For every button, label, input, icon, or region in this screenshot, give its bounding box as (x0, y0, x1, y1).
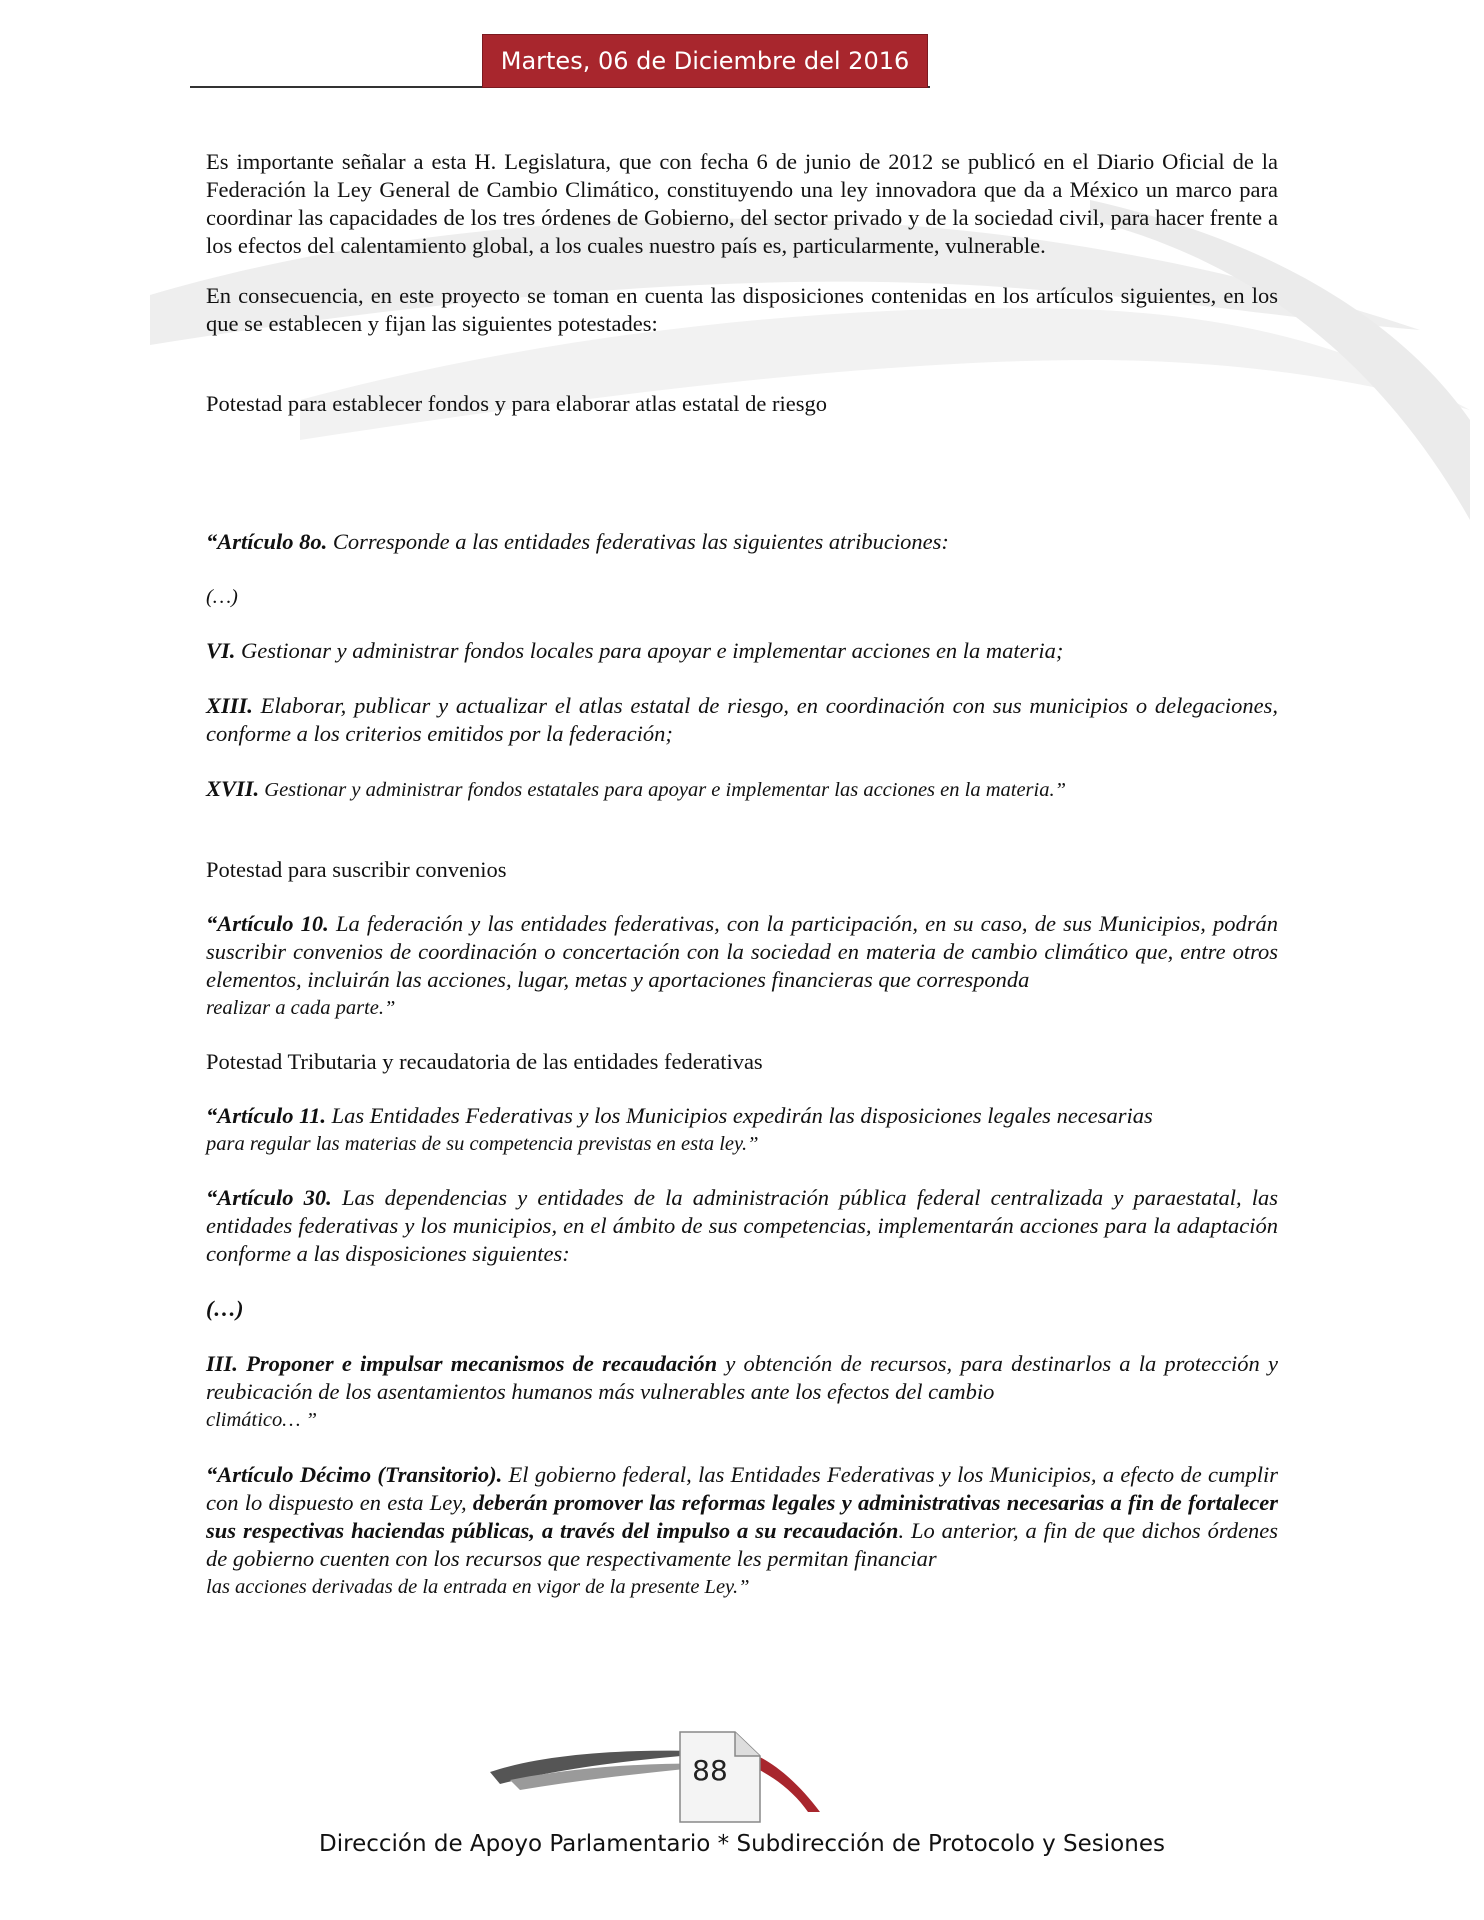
article-10 (206, 910, 1278, 994)
article-8-lead: “Artículo 8o. (206, 529, 328, 554)
fraction-vi-text: Gestionar y administrar fondos locales para apoyar e implementar acciones en la materia; (235, 638, 1064, 663)
article-30-text: Las dependencias y entidades de la administración pública federal centralizada y paraestatal, las entidades federativas y los municipios, en el ámbito de sus competencias, implementarán acciones para la adaptación conforme a las disposiciones siguientes: (206, 1185, 1278, 1266)
fraction-iii-text: y obtención de recursos, para destinarlos a la protección y reubicación de los asentamientos humanos más vulnerables ante los efectos del cambio (206, 1351, 1278, 1404)
article-11-lead: “Artículo 11. (206, 1103, 327, 1128)
article-11-text: Las Entidades Federativas y los Municipios expedirán las disposiciones legales necesarias (326, 1103, 1153, 1128)
page-number: 88 (692, 1754, 728, 1787)
heading-tributaria: Potestad Tributaria y recaudatoria de las entidades federativas (206, 1049, 763, 1074)
article-decimo-text-2: . Lo anterior, a fin de que dichos órdenes de gobierno cuenten con los recursos que respectivamente les permitan financiar (206, 1518, 1279, 1571)
article-10-tail: realizar a cada parte.” (206, 997, 396, 1019)
article-8 (206, 528, 1278, 556)
fraction-iii-number: III. (206, 1351, 238, 1376)
article-10-lead: “Artículo 10. (206, 911, 329, 936)
heading-convenios: Potestad para suscribir convenios (206, 857, 507, 882)
ellipsis-2: (…) (206, 1296, 244, 1321)
header-date: Martes, 06 de Diciembre del 2016 (500, 47, 910, 75)
fraction-xiii-number: XIII. (206, 693, 253, 718)
fraction-vi (206, 637, 1278, 665)
footer-text: Dirección de Apoyo Parlamentario * Subdirección de Protocolo y Sesiones (319, 1831, 1165, 1857)
fraction-xiii-text: Elaborar, publicar y actualizar el atlas estatal de riesgo, en coordinación con sus municipios o delegaciones, conforme a los criterios emitidos por la federación; (206, 693, 1278, 746)
fraction-xvii-number: XVII. (206, 776, 260, 801)
header-date-banner (482, 34, 928, 88)
fraction-vi-number: VI. (206, 638, 236, 663)
article-11-tail: para regular las materias de su competencia previstas en esta ley.” (206, 1133, 759, 1155)
document-body (206, 148, 1278, 1601)
fraction-iii-bold: Proponer e impulsar mecanismos de recaudación (237, 1351, 718, 1376)
article-30-lead: “Artículo 30. (206, 1185, 332, 1210)
article-30 (206, 1184, 1278, 1268)
paragraph-intro: Es importante señalar a esta H. Legislatura, que con fecha 6 de junio de 2012 se publicó en el Diario Oficial de la Federación la Ley General de Cambio Climático, constituyendo una ley innovadora que da a México un marco para coordinar las capacidades de los tres órdenes de Gobierno, del sector privado y de la sociedad civil, para hacer frente a los efectos del calentamiento global, a los cuales nuestro país es, particularmente, vulnerable. (206, 149, 1278, 258)
fraction-xvii-text: Gestionar y administrar fondos estatales para apoyar e implementar las acciones en la materia.” (259, 779, 1067, 801)
paragraph-consequence: En consecuencia, en este proyecto se toman en cuenta las disposiciones contenidas en los artículos siguientes, en los que se establecen y fijan las siguientes potestades: (206, 283, 1278, 336)
article-8-text: Corresponde a las entidades federativas las siguientes atribuciones: (327, 529, 949, 554)
article-decimo-transitorio (206, 1461, 1278, 1573)
fraction-iii (206, 1350, 1278, 1406)
fraction-xvii (206, 775, 1278, 804)
heading-fondos-atlas: Potestad para establecer fondos y para elaborar atlas estatal de riesgo (206, 391, 827, 416)
article-decimo-text-1: El gobierno federal, las Entidades Federativas y los Municipios, a efecto de cumplir con lo dispuesto en esta Ley, (206, 1462, 1278, 1515)
footer-page-curl-icon (490, 1722, 830, 1832)
article-10-text: La federación y las entidades federativas, con la participación, en su caso, de sus Municipios, podrán suscribir convenios de coordinación o concertación con la sociedad en materia de cambio climático que, entre otros elementos, incluirán las acciones, lugar, metas y aportaciones financieras que corresponda (206, 911, 1278, 992)
article-decimo-bold: deberán promover las reformas legales y administrativas necesarias a fin de fortalecer sus respectivas haciendas públicas, a través del impulso a su recaudación (206, 1490, 1278, 1543)
fraction-xiii (206, 692, 1278, 748)
article-decimo-tail: las acciones derivadas de la entrada en vigor de la presente Ley.” (206, 1576, 750, 1598)
article-decimo-lead: “Artículo Décimo (Transitorio). (206, 1462, 503, 1487)
ellipsis-1: (…) (206, 586, 238, 608)
article-11 (206, 1102, 1278, 1130)
fraction-iii-tail: climático… ” (206, 1409, 318, 1431)
